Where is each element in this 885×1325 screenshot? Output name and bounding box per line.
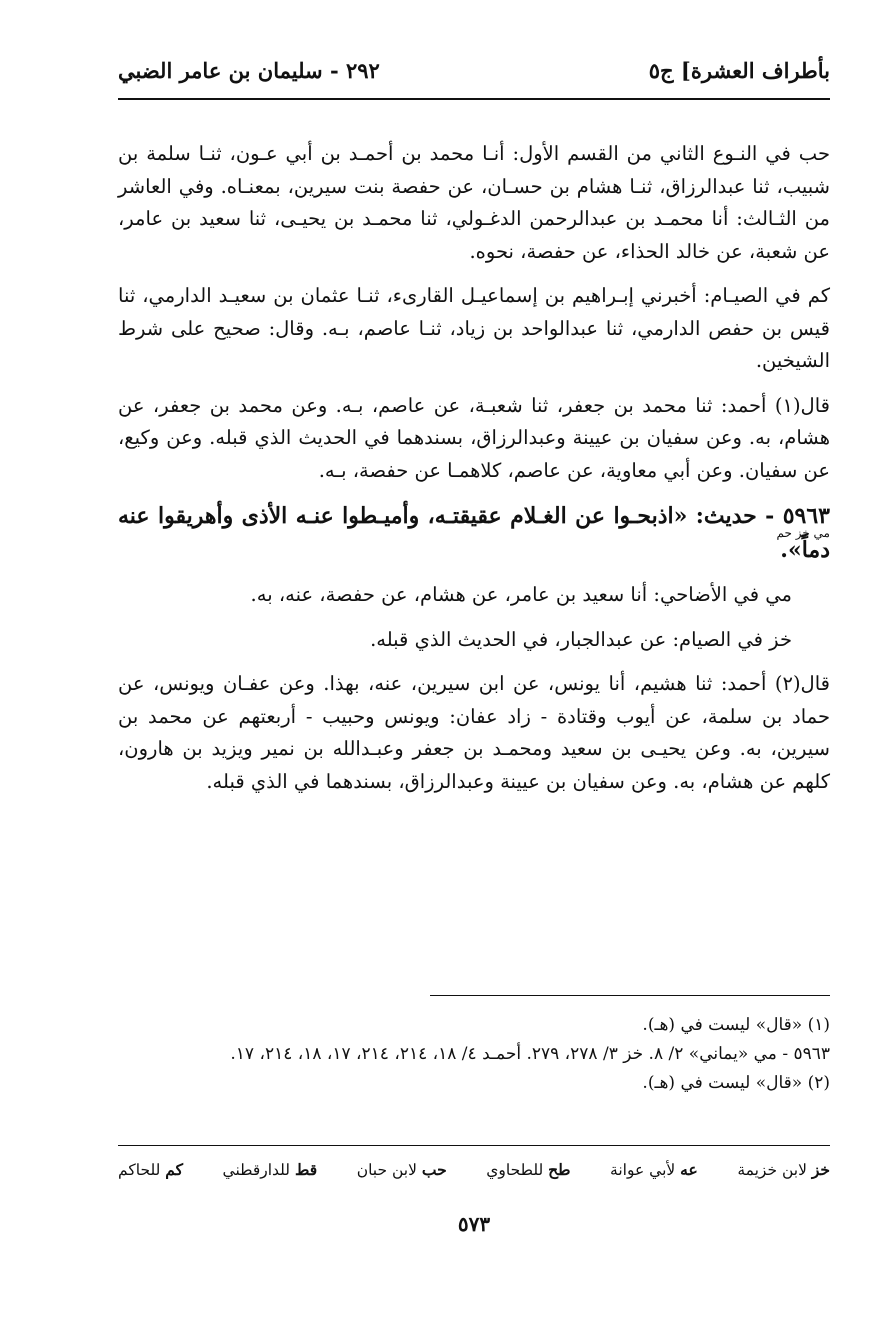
hadith-sigla: مي خز حم bbox=[776, 526, 830, 540]
main-text bbox=[118, 138, 830, 810]
footnote-divider bbox=[430, 995, 830, 996]
legend-divider bbox=[118, 1145, 830, 1146]
legend-item: عه لأبي عوانة bbox=[610, 1160, 698, 1179]
running-header bbox=[118, 50, 830, 90]
header-divider bbox=[118, 98, 830, 100]
paragraph-ahmad-1: قال(١) أحمد: ثنا محمد بن جعفر، ثنا شعبـة، عن عاصم، بـه. وعن محمد بن جعفر، عن هشام، به. وعن سفيان بن عيينة وعبدالرزاق، بسندهما في الحديث الذي قبله. وعن وكيع، عن سفيان. وعن أبي معاوية، عن عاصم، كلاهمـا عن حفصة، بـه. bbox=[118, 393, 830, 482]
page-number: ٥٧٣ bbox=[457, 1212, 491, 1236]
legend-item: كم للحاكم bbox=[118, 1160, 183, 1179]
legend-item: حب لابن حبان bbox=[356, 1160, 447, 1179]
footnote-1: (١) «قال» ليست في (هـ). bbox=[642, 1015, 830, 1035]
paragraph-hakim: كم في الصيـام: أخبرني إبـراهيم بن إسماعيـل القارىء، ثنـا عثمان بن سعيـد الدارمي، ثنا قيس بن حفص الدارمي، ثنا عبدالواحد بن زياد، ثنـا عاصم، بـه. وقال: صحيح على شرط الشيخين. bbox=[118, 284, 831, 372]
footnote-2: (٢) «قال» ليست في (هـ). bbox=[642, 1073, 830, 1093]
footnotes bbox=[118, 1012, 830, 1099]
paragraph-khuzayma: خز في الصيام: عن عبدالجبار، في الحديث الذي قبله. bbox=[370, 627, 792, 651]
legend-item: خز لابن خزيمة bbox=[737, 1160, 830, 1179]
paragraph-hibban: حب في النـوع الثاني من القسم الأول: أنـا محمد بن أحمـد بن أبي عـون، ثنـا سلمة بن شبيب، ثنا عبدالرزاق، ثنـا هشام بن حسـان، عن حفصة بنت سيرين، بمعنـاه. وفي العاشر من الثـالث: أنا محمـد بن عبدالرحمن الدغـولي، ثنا محمـد بن يحيـى، ثنا سعيد بن عامر، عن شعبة، عن خالد الحذاء، عن حفصة، نحوه. bbox=[118, 142, 830, 263]
paragraph-ahmad-2: قال(٢) أحمد: ثنا هشيم، أنا يونس، عن ابن سيرين، عنه، بهذا. وعن عفـان ويونس، عن حماد بن سلمة، عن أيوب وقتادة - زاد عفان: ويونس وحبيب - أربعتهم عن محمد بن سيرين، به. وعن يحيـى بن سعيد ومحمـد بن جعفر وعبـدالله بن نمير ويزيد بن هارون، كلهم عن هشام، به. وعن سفيان بن عيينة وعبدالرزاق، بسندهما في الذي قبله. bbox=[118, 672, 830, 793]
section-title: ٢٩٢ - سليمان بن عامر الضبي bbox=[118, 57, 380, 83]
footnote-source: ٥٩٦٣ - مي «يماني» ٢/ ٨. خز ٣/ ٢٧٨، ٢٧٩. أحمـد ٤/ ١٨، ٢١٤، ٢١٤، ١٧، ١٨، ٢١٤، ١٧. bbox=[230, 1044, 830, 1064]
hadith-block bbox=[118, 499, 830, 567]
legend-item: طح للطحاوي bbox=[486, 1160, 571, 1179]
hadith-heading: ٥٩٦٣ - حديث: «اذبحـوا عن الغـلام عقيقتـه، وأميـطوا عنـه الأذى وأهريقوا عنه دماً». bbox=[118, 503, 830, 563]
paragraph-darimi: مي في الأضاحي: أنا سعيد بن عامر، عن هشام، عن حفصة، عنه، به. bbox=[250, 583, 792, 606]
legend-item: قط للدارقطني bbox=[222, 1160, 318, 1179]
abbreviation-legend bbox=[118, 1160, 830, 1179]
book-title: بأطراف العشرة] ج٥ bbox=[648, 57, 830, 83]
